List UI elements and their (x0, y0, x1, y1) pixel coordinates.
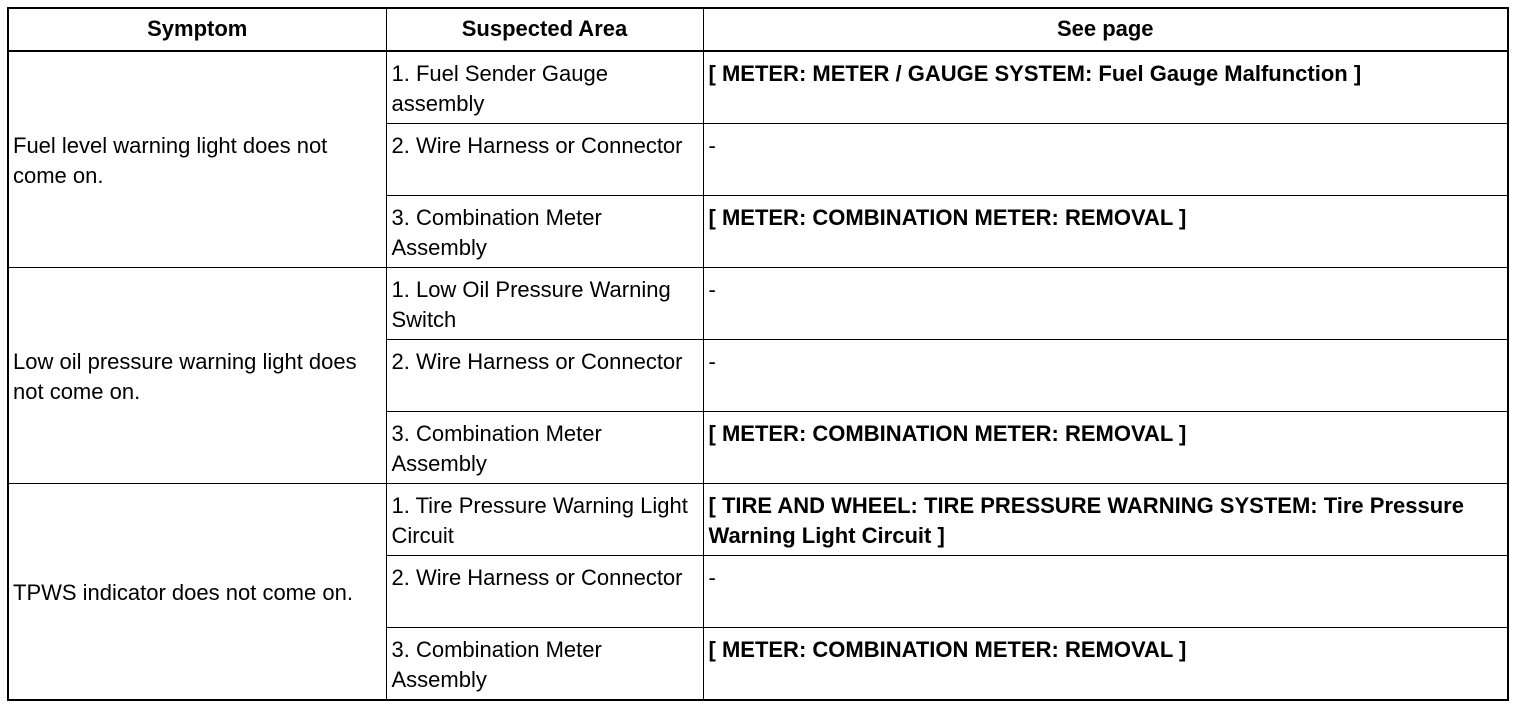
see-page-link[interactable]: [ TIRE AND WHEEL: TIRE PRESSURE WARNING SYSTEM: Tire Pressure Warning Light Circuit ] (703, 484, 1508, 556)
see-page-cell: - (703, 340, 1508, 412)
see-page-link[interactable]: [ METER: COMBINATION METER: REMOVAL ] (703, 196, 1508, 268)
suspected-area-cell: 1. Low Oil Pressure Warning Switch (386, 268, 703, 340)
header-see-page: See page (703, 8, 1508, 51)
header-symptom: Symptom (8, 8, 386, 51)
table-body (8, 51, 1508, 700)
suspected-area-cell: 1. Tire Pressure Warning Light Circuit (386, 484, 703, 556)
suspected-area-cell: 2. Wire Harness or Connector (386, 556, 703, 628)
table-header (8, 8, 1508, 51)
header-suspected-area: Suspected Area (386, 8, 703, 51)
table-row (8, 51, 1508, 124)
see-page-cell: - (703, 124, 1508, 196)
see-page-link[interactable]: [ METER: COMBINATION METER: REMOVAL ] (703, 412, 1508, 484)
suspected-area-cell: 2. Wire Harness or Connector (386, 340, 703, 412)
suspected-area-cell: 2. Wire Harness or Connector (386, 124, 703, 196)
suspected-area-cell: 3. Combination Meter Assembly (386, 196, 703, 268)
see-page-cell: - (703, 556, 1508, 628)
header-row (8, 8, 1508, 51)
symptom-cell: Low oil pressure warning light does not come on. (8, 268, 386, 484)
symptom-cell: Fuel level warning light does not come on. (8, 51, 386, 268)
suspected-area-cell: 1. Fuel Sender Gauge assembly (386, 51, 703, 124)
table-row (8, 484, 1508, 556)
table-row (8, 268, 1508, 340)
symptom-cell: TPWS indicator does not come on. (8, 484, 386, 701)
suspected-area-cell: 3. Combination Meter Assembly (386, 628, 703, 701)
symptom-table (7, 7, 1509, 701)
see-page-cell: - (703, 268, 1508, 340)
see-page-link[interactable]: [ METER: METER / GAUGE SYSTEM: Fuel Gauge Malfunction ] (703, 51, 1508, 124)
see-page-link[interactable]: [ METER: COMBINATION METER: REMOVAL ] (703, 628, 1508, 701)
suspected-area-cell: 3. Combination Meter Assembly (386, 412, 703, 484)
